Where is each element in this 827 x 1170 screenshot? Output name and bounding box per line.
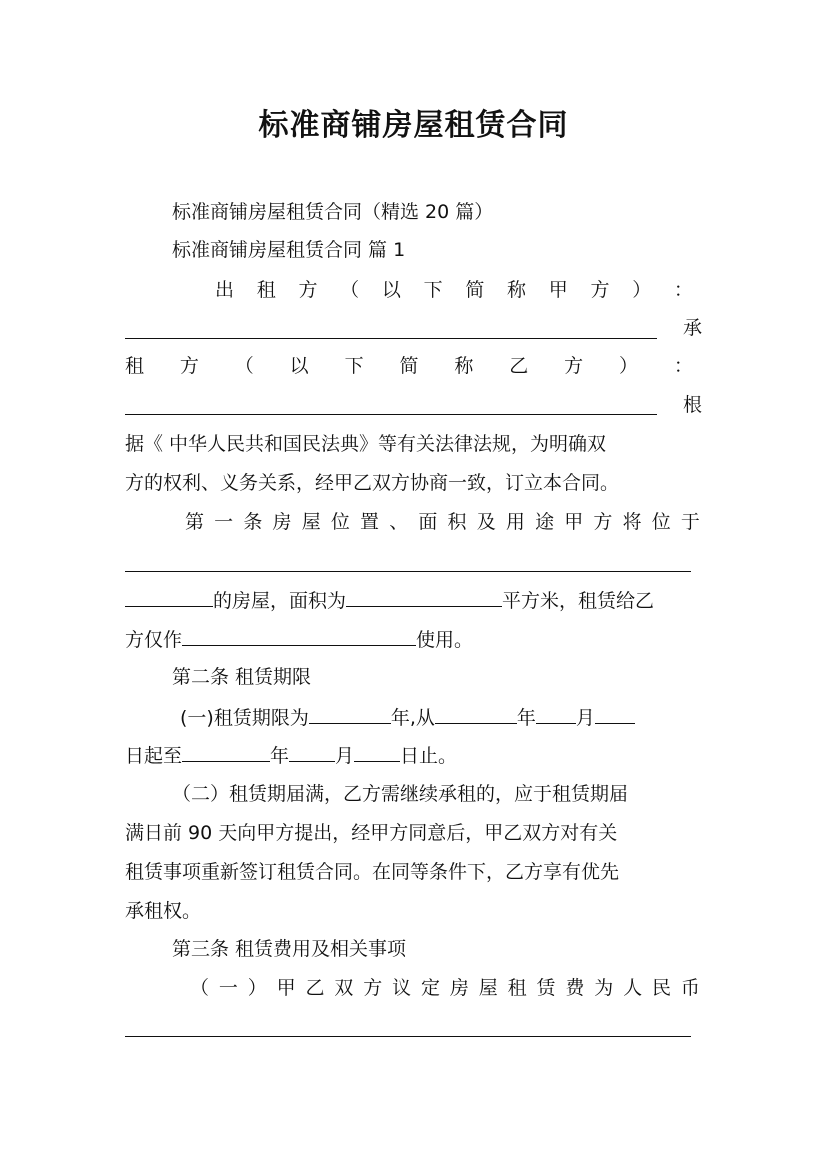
- basis-line: 据《 中华人民共和国民法典》等有关法律法规，为明确双: [125, 433, 607, 455]
- start-day-blank: [595, 701, 635, 724]
- article-1-char: 及: [476, 511, 496, 533]
- lessee-label-char: （: [234, 355, 254, 377]
- end-month-blank: [289, 739, 335, 762]
- lessor-label-char: 方: [590, 279, 610, 301]
- article-1-char: 位: [651, 511, 671, 533]
- lessor-label-char: 方: [298, 279, 318, 301]
- article-1-char: 积: [447, 511, 467, 533]
- area-label: 的房屋，面积为: [213, 590, 347, 612]
- location-blank: [125, 570, 691, 572]
- lessee-label-char: 以: [289, 355, 309, 377]
- lessee-label-char: ：: [673, 355, 693, 377]
- use-blank: [182, 623, 416, 646]
- use-label: 方仅作: [125, 629, 183, 651]
- lessee-label-line: [125, 350, 693, 382]
- lessor-label-char: 甲: [548, 279, 568, 301]
- article-3-char: ）: [247, 977, 267, 999]
- article-3-char: 民: [652, 977, 672, 999]
- rent-amount-blank: [125, 1035, 691, 1037]
- article-3-char: 双: [334, 977, 354, 999]
- lessee-label-char: 租: [125, 355, 145, 377]
- prefix-blank: [125, 584, 213, 607]
- article-2-heading: 第二条 租赁期限: [172, 666, 312, 688]
- lessee-label-char: 方: [564, 355, 584, 377]
- lessee-label-char: 下: [344, 355, 364, 377]
- article-3-char: 赁: [536, 977, 556, 999]
- article-3-char: 一: [218, 977, 238, 999]
- lessor-label-char: 简: [465, 279, 485, 301]
- article-3-char: 租: [507, 977, 527, 999]
- article-3-heading: 第三条 租赁费用及相关事项: [172, 938, 407, 960]
- article-1-char: 第: [185, 511, 205, 533]
- basis-start-char: 根: [683, 394, 703, 416]
- article-1-char: 、: [389, 511, 409, 533]
- article-1-char: 将: [622, 511, 642, 533]
- article-3-char: 币: [680, 977, 700, 999]
- start-month-blank: [536, 701, 576, 724]
- from-label: 年,从: [390, 707, 435, 729]
- lessor-label-char: 租: [256, 279, 276, 301]
- article-3-char: 定: [421, 977, 441, 999]
- article-1-char: 途: [535, 511, 555, 533]
- article-1-line-2: [125, 584, 705, 616]
- article-3-char: 屋: [478, 977, 498, 999]
- renewal-line-3: 租赁事项重新签订租赁合同。在同等条件下，乙方享有优先: [125, 861, 620, 883]
- end-day-blank: [354, 739, 400, 762]
- article-3-char: 甲: [276, 977, 296, 999]
- article-3-char: 议: [392, 977, 412, 999]
- article-1-char: 条: [243, 511, 263, 533]
- lessor-label-char: ）: [632, 279, 652, 301]
- lessee-label-char: 简: [399, 355, 419, 377]
- article-1-char: 屋: [301, 511, 321, 533]
- article-1-line-3: [125, 623, 705, 655]
- article-3-char: 乙: [305, 977, 325, 999]
- end-year-label: 年: [270, 745, 290, 767]
- month-label: 月: [575, 707, 595, 729]
- renewal-line-2: 满日前 90 天向甲方提出，经甲方同意后，甲乙双方对有关: [125, 822, 618, 844]
- article-3-char: （: [190, 977, 210, 999]
- lessee-label-char: 方: [179, 355, 199, 377]
- use-suffix: 使用。: [416, 629, 474, 651]
- article-1-char: 位: [330, 511, 350, 533]
- article-1-char: 方: [593, 511, 613, 533]
- intro-line-2: 标准商铺房屋租赁合同 篇 1: [172, 239, 406, 261]
- lessor-name-blank: [125, 337, 657, 339]
- lessee-start-char: 承: [683, 317, 703, 339]
- year-label: 年: [516, 707, 536, 729]
- lessor-label-char: 以: [381, 279, 401, 301]
- end-month-label: 月: [335, 745, 355, 767]
- lessee-label-char: 乙: [509, 355, 529, 377]
- article-3-char: 为: [594, 977, 614, 999]
- article-1-char: 用: [505, 511, 525, 533]
- term-label: (一)租赁期限为: [180, 707, 309, 729]
- end-year-blank: [182, 739, 270, 762]
- article-1-char: 房: [272, 511, 292, 533]
- article-1-heading: [185, 506, 700, 538]
- lessor-label-char: （: [340, 279, 360, 301]
- lessor-label-line: [215, 274, 693, 306]
- lessor-label-char: 出: [215, 279, 235, 301]
- start-day-label: 日起至: [125, 745, 183, 767]
- article-2-term-line-1: [180, 701, 710, 733]
- article-3-char: 费: [565, 977, 585, 999]
- document-title: 标准商铺房屋租赁合同: [258, 108, 569, 143]
- lessee-label-char: 称: [454, 355, 474, 377]
- article-3-rent-line: [190, 972, 700, 1004]
- lessee-name-blank: [125, 413, 657, 415]
- article-3-char: 房: [449, 977, 469, 999]
- intro-line-1: 标准商铺房屋租赁合同（精选 20 篇）: [172, 201, 494, 223]
- lease-to-label: 平方米，租赁给乙: [502, 590, 655, 612]
- article-1-char: 甲: [564, 511, 584, 533]
- lessor-label-char: ：: [673, 279, 693, 301]
- renewal-line-1: （二）租赁期届满，乙方需继续承租的，应于租赁期届: [172, 783, 629, 805]
- article-1-char: 置: [360, 511, 380, 533]
- article-1-char: 于: [680, 511, 700, 533]
- lessor-label-char: 下: [423, 279, 443, 301]
- lessee-label-char: ）: [619, 355, 639, 377]
- article-3-char: 人: [623, 977, 643, 999]
- area-blank: [346, 584, 502, 607]
- article-1-char: 面: [418, 511, 438, 533]
- end-day-label: 日止。: [400, 745, 458, 767]
- renewal-line-4: 承租权。: [125, 900, 202, 922]
- article-1-char: 一: [214, 511, 234, 533]
- lessor-label-char: 称: [507, 279, 527, 301]
- article-2-term-line-2: [125, 739, 705, 771]
- term-years-blank: [309, 701, 391, 724]
- start-year-blank: [435, 701, 517, 724]
- basis-line-2: 方的权利、义务关系，经甲乙双方协商一致，订立本合同。: [125, 472, 620, 494]
- article-3-char: 方: [363, 977, 383, 999]
